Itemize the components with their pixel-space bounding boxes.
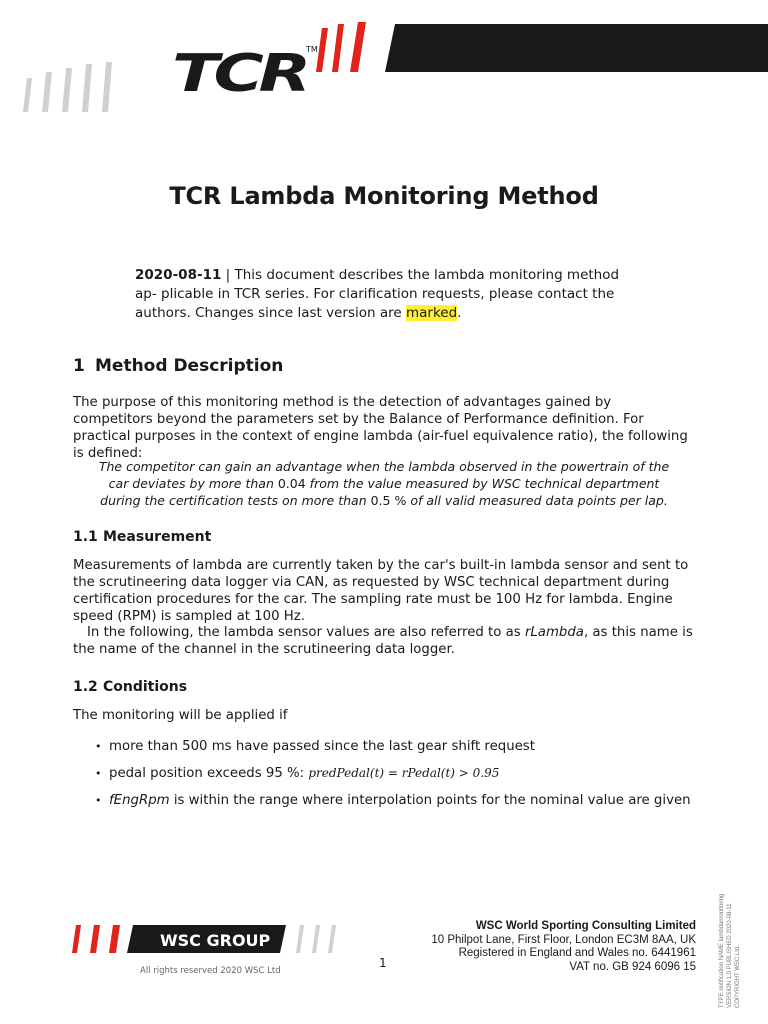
red-stripes bbox=[316, 22, 366, 72]
intro-date: 2020-08-11 bbox=[135, 267, 222, 283]
quote-value-deviation: 0.04 bbox=[277, 476, 306, 491]
tcr-header-logo bbox=[0, 0, 768, 130]
conditions-list bbox=[95, 738, 715, 819]
company-vat: VAT no. GB 924 6096 15 bbox=[569, 960, 696, 973]
intro-text: This document describes the lambda monitoring method ap- plicable in TCR series. For clarification requests, please contact the authors. Changes since last version are bbox=[135, 267, 620, 321]
list-item bbox=[95, 738, 715, 765]
bullet-text: is within the range where interpolation points for the nominal value are given bbox=[169, 793, 691, 808]
dark-banner bbox=[385, 24, 768, 72]
bullet-text: more than 500 ms have passed since the last gear shift request bbox=[109, 739, 535, 754]
section-1-2-heading bbox=[73, 679, 187, 695]
section-1-paragraph: The purpose of this monitoring method is the detection of advantages gained by competitors beyond the parameters set by the Balance of Performance definition. For practical purposes in the context of engine lambda (air-fuel equivalence ratio), the following is defined: bbox=[73, 395, 688, 461]
meta-line: VERSION 1.0 PUBLISHED 2020-08-11 bbox=[727, 903, 733, 1008]
company-registration: Registered in England and Wales no. 6441961 bbox=[458, 947, 696, 959]
measurement-paragraph: Measurements of lambda are currently taken by the car's built-in lambda sensor and sent to the scrutineering data logger via CAN, as requested by WSC technical department during certification procedures for the car. The sampling rate must be 100 Hz for lambda. Engine speed (RPM) is sampled at 100 Hz. bbox=[73, 558, 689, 624]
list-item bbox=[95, 792, 715, 819]
paragraph-text: In the following, the lambda sensor values are also referred to as bbox=[87, 625, 525, 640]
document-meta bbox=[718, 894, 742, 1008]
intro-paragraph bbox=[135, 266, 635, 323]
bullet-text: pedal position exceeds 95 %: bbox=[109, 766, 309, 781]
page-number: 1 bbox=[379, 956, 387, 970]
footer-red-stripes bbox=[72, 925, 120, 953]
section-1-heading bbox=[73, 356, 283, 376]
meta-line: TYPE notification NAME lambdamonitoring bbox=[719, 893, 725, 1008]
conditions-intro: The monitoring will be applied if bbox=[73, 708, 288, 723]
intro-end: . bbox=[457, 305, 462, 321]
section-1-1-heading bbox=[73, 529, 211, 545]
rights-reserved: All rights reserved 2020 WSC Ltd bbox=[140, 966, 281, 976]
quote-part-b: from the value measured by WSC technical department during the certification tests on more than bbox=[100, 476, 660, 508]
quote-part-a: The competitor can gain an advantage when the lambda observed in the powertrain of the car deviates by more than bbox=[98, 459, 670, 491]
pedal-formula: predPedal(t) = rPedal(t) > 0.95 bbox=[308, 766, 500, 780]
quote-value-percent: 0.5 % bbox=[370, 493, 407, 508]
section-title: Measurement bbox=[103, 529, 212, 545]
company-info bbox=[431, 920, 696, 974]
section-title: Method Description bbox=[95, 356, 284, 376]
intro-separator: | bbox=[221, 267, 235, 283]
wsc-group-text: WSC GROUP bbox=[160, 931, 271, 950]
section-number: 1.2 bbox=[73, 679, 98, 695]
rlambda-term: rLambda bbox=[524, 625, 584, 640]
section-number: 1.1 bbox=[73, 529, 98, 545]
quote-part-c: of all valid measured data points per lap. bbox=[406, 493, 668, 508]
grey-stripes bbox=[23, 62, 112, 112]
definition-quote bbox=[90, 458, 678, 509]
wsc-group-logo bbox=[0, 915, 360, 963]
list-item bbox=[95, 765, 715, 792]
company-address: 10 Philpot Lane, First Floor, London EC3M 8AA, UK bbox=[431, 933, 696, 946]
tcr-logo-text: TCR bbox=[172, 44, 306, 104]
fengrpm-term: fEngRpm bbox=[109, 793, 170, 808]
section-number: 1 bbox=[73, 356, 85, 376]
company-name: WSC World Sporting Consulting Limited bbox=[475, 920, 696, 932]
document-title: TCR Lambda Monitoring Method bbox=[169, 182, 599, 210]
footer-grey-stripes bbox=[296, 925, 336, 953]
trademark-mark: TM bbox=[306, 45, 318, 54]
measurement-paragraph-2 bbox=[73, 624, 695, 658]
meta-line: COPYRIGHT WSC Ltd. bbox=[735, 945, 741, 1008]
marked-highlight: marked bbox=[405, 305, 458, 321]
paragraph-text: , as this name is the name of the channel in the scrutineering data logger. bbox=[73, 625, 693, 657]
section-title: Conditions bbox=[103, 679, 188, 695]
